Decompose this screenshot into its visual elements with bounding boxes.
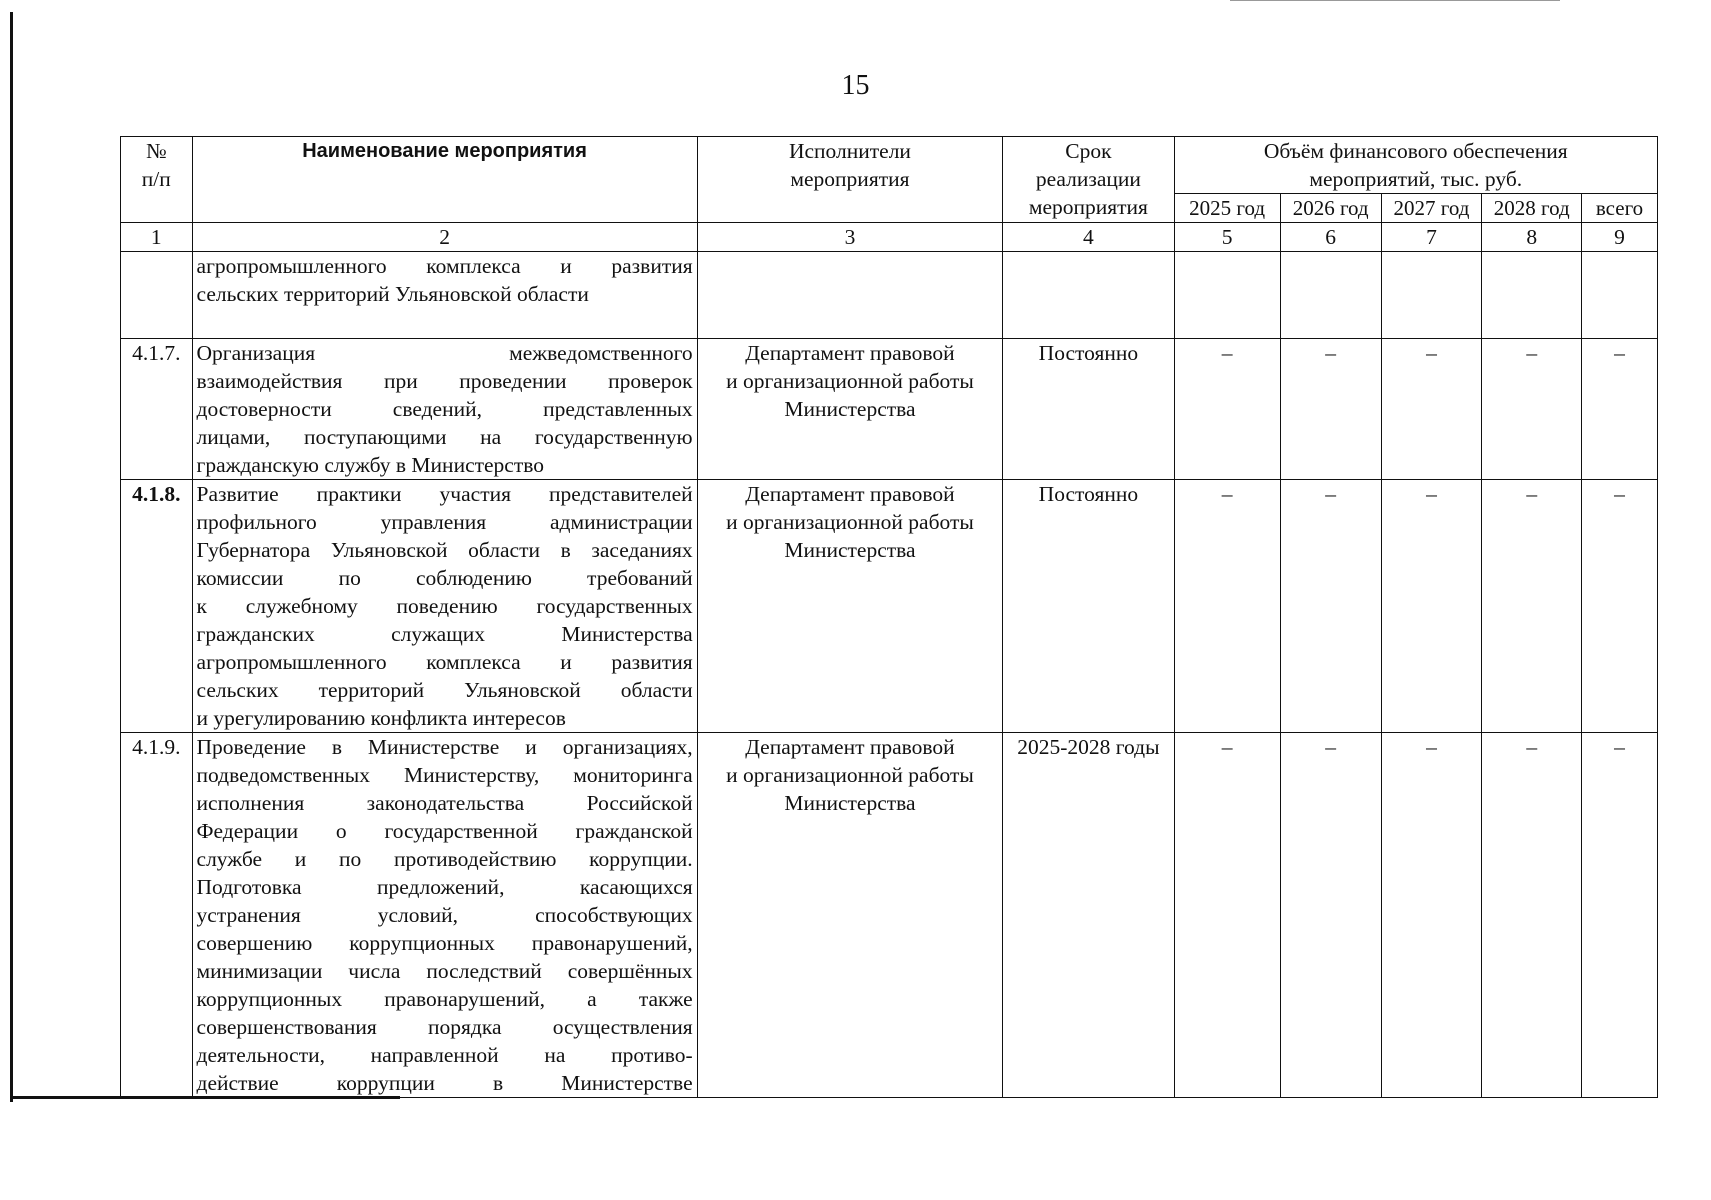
- value-2027: [1381, 252, 1482, 339]
- measure-name: Проведение в Министерстве и организациях, подведомственных Министерству, мониторинга исполнения законодательства Российской Федерации о государственной гражданской службе и по противодействию коррупции. Подготовка предложений, касающихся устранения условий, способствующих совершению коррупционных правонарушений, минимизации числа последствий совершённых коррупционных правонарушений, а также совершенствования порядка осуществления деятельности, направленной на противо- действие коррупции в Министерстве: [192, 733, 697, 1098]
- column-numbers-row: [121, 223, 1658, 252]
- scan-left-edge: [10, 12, 13, 1102]
- value-2027: –: [1381, 339, 1482, 480]
- value-2025: –: [1174, 733, 1280, 1098]
- measure-name: Развитие практики участия представителей профильного управления администрации Губернатора Ульяновской области в заседаниях комиссии по соблюдению требований к служебному поведению государственных гражданских служащих Министерства агропромышленного комплекса и развития сельских территорий Ульяновской области и урегулированию конфликта интересов: [192, 480, 697, 733]
- measure-executor: Департамент правовой и организационной работы Министерства: [697, 733, 1003, 1098]
- value-2026: –: [1280, 339, 1381, 480]
- table-row: [121, 733, 1658, 1098]
- table-row: [121, 480, 1658, 733]
- value-2028: [1482, 252, 1582, 339]
- measure-name: агропромышленного комплекса и развития сельских территорий Ульяновской области: [192, 252, 697, 339]
- column-number: 7: [1381, 223, 1482, 252]
- value-2027: –: [1381, 733, 1482, 1098]
- column-number: 5: [1174, 223, 1280, 252]
- row-number: 4.1.9.: [121, 733, 193, 1098]
- value-2026: [1280, 252, 1381, 339]
- header-total: всего: [1582, 194, 1658, 223]
- measure-executor: Департамент правовой и организационной работы Министерства: [697, 339, 1003, 480]
- header-year-2026: 2026 год: [1280, 194, 1381, 223]
- header-name: [192, 137, 697, 223]
- value-total: –: [1582, 733, 1658, 1098]
- table-row: [121, 339, 1658, 480]
- value-2026: –: [1280, 480, 1381, 733]
- value-2026: –: [1280, 733, 1381, 1098]
- value-2028: –: [1482, 339, 1582, 480]
- measure-term: Постоянно: [1003, 480, 1174, 733]
- header-finance: Объём финансового обеспечения мероприятий, тыс. руб.: [1174, 137, 1657, 194]
- measure-executor: Департамент правовой и организационной работы Министерства: [697, 480, 1003, 733]
- value-total: [1582, 252, 1658, 339]
- column-number: 6: [1280, 223, 1381, 252]
- value-2028: –: [1482, 480, 1582, 733]
- header-name-label: Наименование мероприятия: [302, 140, 587, 162]
- measure-term: Постоянно: [1003, 339, 1174, 480]
- value-total: –: [1582, 480, 1658, 733]
- column-number: 9: [1582, 223, 1658, 252]
- value-2028: –: [1482, 733, 1582, 1098]
- value-2027: –: [1381, 480, 1482, 733]
- value-total: –: [1582, 339, 1658, 480]
- header-term: Срок реализации мероприятия: [1003, 137, 1174, 223]
- value-2025: –: [1174, 339, 1280, 480]
- row-number: 4.1.7.: [121, 339, 193, 480]
- measure-term: [1003, 252, 1174, 339]
- measure-name: Организация межведомственного взаимодействия при проведении проверок достоверности сведений, представленных лицами, поступающими на государственную гражданскую службу в Министерство: [192, 339, 697, 480]
- row-number: 4.1.8.: [121, 480, 193, 733]
- column-number: 1: [121, 223, 193, 252]
- scan-top-edge: [1230, 0, 1560, 1]
- header-executors: Исполнители мероприятия: [697, 137, 1003, 223]
- value-2025: [1174, 252, 1280, 339]
- column-number: 3: [697, 223, 1003, 252]
- measure-executor: [697, 252, 1003, 339]
- table-row: [121, 252, 1658, 339]
- header-row: [121, 137, 1658, 194]
- measures-table: [120, 136, 1658, 1098]
- header-year-2028: 2028 год: [1482, 194, 1582, 223]
- page-number: 15: [841, 70, 870, 101]
- header-year-2027: 2027 год: [1381, 194, 1482, 223]
- measure-term: 2025-2028 годы: [1003, 733, 1174, 1098]
- value-2025: –: [1174, 480, 1280, 733]
- column-number: 8: [1482, 223, 1582, 252]
- row-number: [121, 252, 193, 339]
- column-number: 2: [192, 223, 697, 252]
- header-no: № п/п: [121, 137, 193, 223]
- header-year-2025: 2025 год: [1174, 194, 1280, 223]
- column-number: 4: [1003, 223, 1174, 252]
